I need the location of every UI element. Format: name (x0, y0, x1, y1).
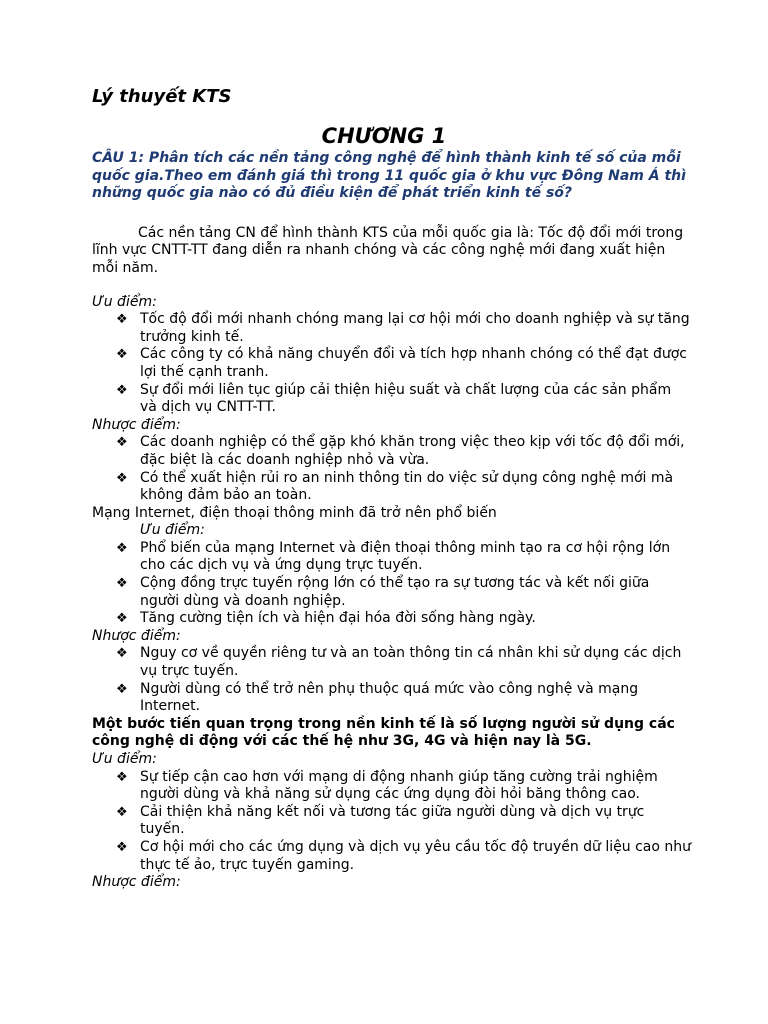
list-item: ❖ Phổ biến của mạng Internet và điện thoại thông minh tạo ra cơ hội rộng lớn cho các dịch vụ và ứng dụng trực tuyến. (116, 539, 671, 574)
section2-heading: Mạng Internet, điện thoại thông minh đã trở nên phổ biến (92, 504, 497, 521)
diamond-bullet-icon: ❖ (116, 347, 128, 363)
diamond-bullet-icon: ❖ (116, 540, 128, 556)
diamond-bullet-icon: ❖ (116, 312, 128, 328)
list-item: ❖ Cộng đồng trực tuyến rộng lớn có thể tạo ra sự tương tác và kết nối giữa người dùng và doanh nghiệp. (116, 575, 650, 609)
list-item: ❖ Các doanh nghiệp có thể gặp khó khăn trong việc theo kịp với tốc độ đổi mới, đặc biệt là các doanh nghiệp nhỏ và vừa. (116, 434, 685, 468)
diamond-bullet-icon: ❖ (116, 804, 128, 820)
list-item: ❖ Có thể xuất hiện rủi ro an ninh thông tin do việc sử dụng công nghệ mới mà không đảm bảo an toàn. (116, 469, 674, 504)
list-item: ❖ Người dùng có thể trở nên phụ thuộc quá mức vào công nghệ và mạng Internet. (116, 680, 639, 715)
diamond-bullet-icon: ❖ (116, 839, 128, 855)
list-item: ❖ Các công ty có khả năng chuyển đổi và tích hợp nhanh chóng có thể đạt được lợi thế cạnh tranh. (116, 346, 687, 380)
section3-heading: Một bước tiến quan trọng trong nền kinh tế là số lượng người sử dụng các công nghệ di động với các thế hệ như 3G, 4G và hiện nay là 5G. (92, 715, 675, 750)
section2-pros-label: Ưu điểm: (140, 522, 205, 539)
section1-cons-label: Nhược điểm: (92, 416, 181, 433)
list-item: ❖ Sự tiếp cận cao hơn với mạng di động nhanh giúp tăng cường trải nghiệm người dùng và khả năng sử dụng các ứng dụng đòi hỏi băng thông cao. (116, 768, 658, 803)
section1-cons-list (92, 434, 692, 504)
section2-cons-list (92, 645, 692, 715)
diamond-bullet-icon: ❖ (116, 681, 128, 697)
chapter-title: CHƯƠNG 1 (321, 124, 447, 148)
diamond-bullet-icon: ❖ (116, 611, 128, 627)
document-body (92, 150, 692, 892)
section3-pros-label: Ưu điểm: (92, 751, 157, 767)
document-header: Lý thuyết KTS (92, 86, 232, 107)
list-item: ❖ Cơ hội mới cho các ứng dụng và dịch vụ yêu cầu tốc độ truyền dữ liệu cao như thực tế ảo, trực tuyến gaming. (116, 838, 691, 873)
list-item: ❖ Tăng cường tiện ích và hiện đại hóa đời sống hàng ngày. (116, 610, 536, 627)
diamond-bullet-icon: ❖ (116, 576, 128, 592)
list-item: ❖ Sự đổi mới liên tục giúp cải thiện hiệu suất và chất lượng của các sản phẩm và dịch vụ CNTT-TT. (116, 381, 672, 416)
section3-pros-list (92, 769, 692, 875)
section2-pros-list (92, 540, 692, 628)
list-item: ❖ Nguy cơ về quyền riêng tư và an toàn thông tin cá nhân khi sử dụng các dịch vụ trực tuyến. (116, 645, 682, 680)
diamond-bullet-icon: ❖ (116, 769, 128, 785)
diamond-bullet-icon: ❖ (116, 382, 128, 398)
diamond-bullet-icon: ❖ (116, 646, 128, 662)
section3-cons-label: Nhược điểm: (92, 874, 181, 891)
section1-pros-label: Ưu điểm: (92, 293, 157, 310)
section2-cons-label: Nhược điểm: (92, 627, 181, 644)
list-item: ❖ Tốc độ đổi mới nhanh chóng mang lại cơ hội mới cho doanh nghiệp và sự tăng trưởng kinh tế. (116, 311, 690, 345)
question-text: CÂU 1: Phân tích các nền tảng công nghệ để hình thành kinh tế số của mỗi quốc gia.Theo em đánh giá thì trong 11 quốc gia ở khu vực Đông Nam Á thì những quốc gia nào có đủ điều kiện để phát triển kinh tế số? (92, 150, 686, 202)
diamond-bullet-icon: ❖ (116, 470, 128, 486)
section1-pros-list (92, 311, 692, 417)
intro-paragraph: Các nền tảng CN để hình thành KTS của mỗi quốc gia là: Tốc độ đổi mới trong lĩnh vực CNTT-TT đang diễn ra nhanh chóng và các công nghệ mới đang xuất hiện mỗi năm. (92, 224, 684, 276)
diamond-bullet-icon: ❖ (116, 435, 128, 451)
list-item: ❖ Cải thiện khả năng kết nối và tương tác giữa người dùng và dịch vụ trực tuyến. (116, 803, 645, 838)
